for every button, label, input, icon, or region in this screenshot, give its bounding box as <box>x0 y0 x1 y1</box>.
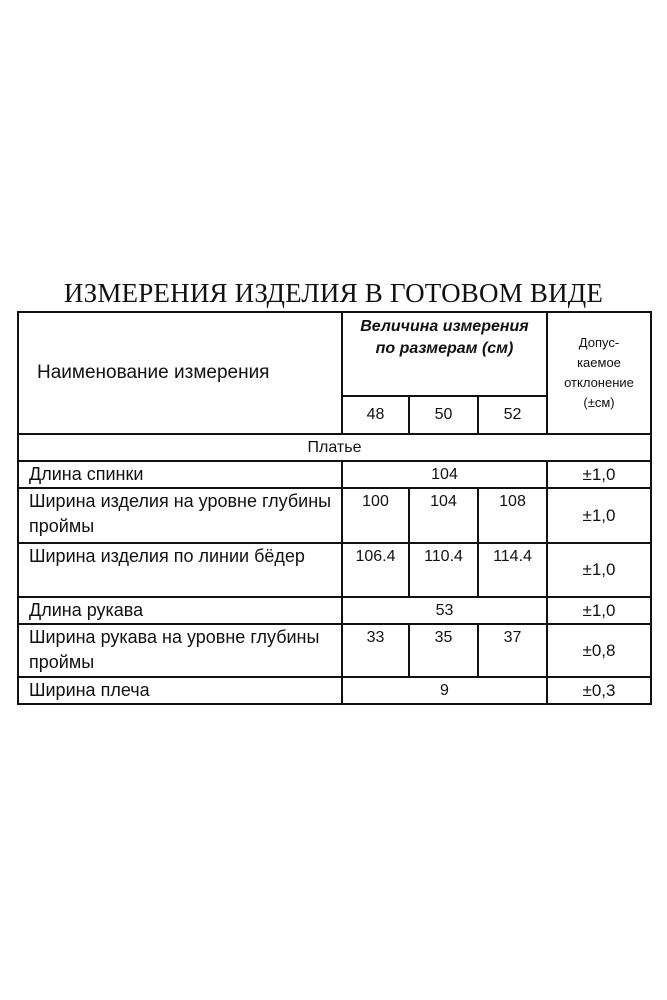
size-52: 52 <box>478 396 547 434</box>
row-value-48: 33 <box>342 624 409 677</box>
row-value: 104 <box>342 461 547 488</box>
header-tolerance <box>547 312 651 434</box>
header-tolerance-line3: отклонение <box>564 375 634 390</box>
row-tolerance: ±0,3 <box>547 677 651 704</box>
table-row <box>18 624 651 677</box>
row-tolerance: ±1,0 <box>547 543 651 597</box>
size-50: 50 <box>409 396 478 434</box>
measurements-table <box>17 311 652 705</box>
header-tolerance-line4: (±см) <box>583 395 615 410</box>
header-size-group-line2: по размерам (см) <box>375 340 514 357</box>
row-label: Ширина изделия на уровне глубины проймы <box>18 488 342 543</box>
header-row <box>18 312 651 396</box>
table-row <box>18 597 651 624</box>
row-value-50: 110.4 <box>409 543 478 597</box>
row-value-48: 106.4 <box>342 543 409 597</box>
header-size-group-line1: Величина измерения <box>360 318 529 335</box>
row-value-52: 114.4 <box>478 543 547 597</box>
section-row <box>18 434 651 461</box>
row-tolerance: ±0,8 <box>547 624 651 677</box>
table-row <box>18 461 651 488</box>
section-label: Платье <box>18 434 651 461</box>
row-value-50: 35 <box>409 624 478 677</box>
row-label: Ширина рукава на уровне глубины проймы <box>18 624 342 677</box>
row-label: Длина спинки <box>18 461 342 488</box>
size-48: 48 <box>342 396 409 434</box>
row-value-52: 108 <box>478 488 547 543</box>
header-measurement-name: Наименование измерения <box>18 312 342 434</box>
table-row <box>18 543 651 597</box>
header-size-group <box>342 312 547 396</box>
row-label: Длина рукава <box>18 597 342 624</box>
row-tolerance: ±1,0 <box>547 461 651 488</box>
row-value-52: 37 <box>478 624 547 677</box>
row-label: Ширина плеча <box>18 677 342 704</box>
table-row <box>18 488 651 543</box>
row-value: 53 <box>342 597 547 624</box>
header-tolerance-line1: Допус- <box>578 335 620 350</box>
row-value: 9 <box>342 677 547 704</box>
document-title: ИЗМЕРЕНИЯ ИЗДЕЛИЯ В ГОТОВОМ ВИДЕ <box>63 278 604 308</box>
row-value-50: 104 <box>409 488 478 543</box>
row-tolerance: ±1,0 <box>547 597 651 624</box>
table-row <box>18 677 651 704</box>
row-tolerance: ±1,0 <box>547 488 651 543</box>
row-value-48: 100 <box>342 488 409 543</box>
header-tolerance-line2: каемое <box>577 355 621 370</box>
row-label: Ширина изделия по линии бёдер <box>18 543 342 597</box>
